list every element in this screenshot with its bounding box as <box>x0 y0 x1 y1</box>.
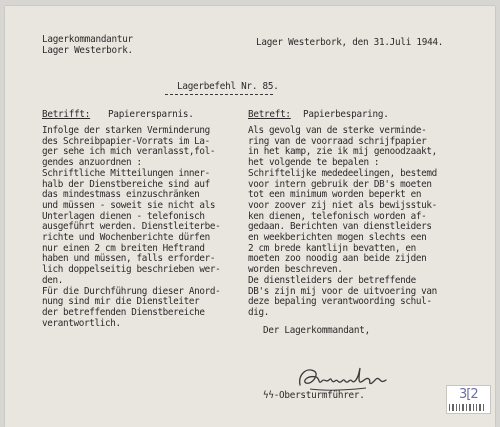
right-line: 2 cm brede kantlijn bevatten, en <box>248 242 416 254</box>
right-line: voor intern gebruik der DB's moeten <box>248 178 432 190</box>
officer-rank: ϟϟ-Obersturmführer. <box>263 390 365 401</box>
left-line: Unterlagen dienen - telefonisch <box>42 210 205 222</box>
right-line: in het kamp, zie ik mij genoodzaakt, <box>248 146 437 158</box>
left-line: richte und Wochenberichte dürfen <box>42 232 210 244</box>
archive-stamp <box>446 385 491 414</box>
left-line: nur einen 2 cm breiten Heftrand <box>42 242 205 254</box>
sender-line-1: Lagerkommandantur <box>42 34 133 45</box>
right-line: ring van de voorraad schrijfpapier <box>248 135 427 147</box>
right-line: ken dienen, telefonisch worden af- <box>248 210 427 222</box>
left-line: lich doppelseitig beschrieben wer- <box>42 264 221 276</box>
left-line: Schriftliche Mitteilungen inner- <box>42 167 210 179</box>
right-line: deze bepaling verantwoording schul- <box>248 296 432 308</box>
left-line: des Schreibpapier-Vorrats im La- <box>42 135 210 147</box>
right-column-text <box>248 126 437 319</box>
right-line: Schriftelijke mededeelingen, bestemd <box>248 167 437 179</box>
left-line: das mindestmass einzuschränken <box>42 189 200 201</box>
right-line: tot een minimum worden beperkt en <box>248 189 422 201</box>
document-title: Lagerbefehl Nr. 85. <box>177 81 279 92</box>
left-line: nung sind mir die Dienstleiter <box>42 296 200 308</box>
barcode-icon <box>449 404 487 411</box>
sender-line-2: Lager Westerbork. <box>42 45 133 56</box>
left-line: Für die Durchführung dieser Anord- <box>42 285 221 297</box>
left-line: der betreffenden Dienstbereiche <box>42 306 205 318</box>
left-line: ger sehe ich mich veranlasst,fol- <box>42 146 216 158</box>
left-line: den. <box>42 274 63 286</box>
left-line: und müssen - soweit sie nicht als <box>42 199 216 211</box>
right-line: het volgende te bepalen : <box>248 157 380 169</box>
left-line: ausgeführt werden. Dienstleiterbe- <box>42 221 221 233</box>
left-subject: Papierersparnis. <box>108 109 194 120</box>
right-line: voor zoover zij niet als bewijsstuk- <box>248 199 437 211</box>
right-subject-label: Betreft: <box>248 109 291 120</box>
right-line: worden beschreven. <box>248 264 343 276</box>
right-line: De dienstleiders der betreffende <box>248 274 416 286</box>
left-line: Infolge der starken Verminderung <box>42 125 210 136</box>
place-date: Lager Westerbork, den 31.Juli 1944. <box>256 37 444 48</box>
left-line: haben und müssen, falls erforder- <box>42 253 216 265</box>
right-line: dig. <box>248 306 269 318</box>
closing-salutation: Der Lagerkommandant, <box>263 325 370 336</box>
left-column-text <box>42 126 220 329</box>
left-subject-label: Betrifft: <box>42 109 91 120</box>
archive-number: 3[2 <box>459 387 478 402</box>
right-line: DB's zijn mij voor de uitvoering van <box>248 285 437 297</box>
right-line: gedaan. Berichten van dienstleiders <box>248 221 432 233</box>
right-line: Als gevolg van de sterke verminde- <box>248 125 427 136</box>
title-dashed-underline <box>165 94 273 95</box>
right-subject: Papierbesparing. <box>303 109 389 120</box>
left-line: gendes anzuordnen : <box>42 157 142 169</box>
right-line: moeten zoo noodig aan beide zijden <box>248 253 427 265</box>
left-line: verantwortlich. <box>42 317 121 329</box>
left-line: halb der Dienstbereiche sind auf <box>42 178 210 190</box>
right-line: en weekberichten mogen slechts een <box>248 232 427 244</box>
